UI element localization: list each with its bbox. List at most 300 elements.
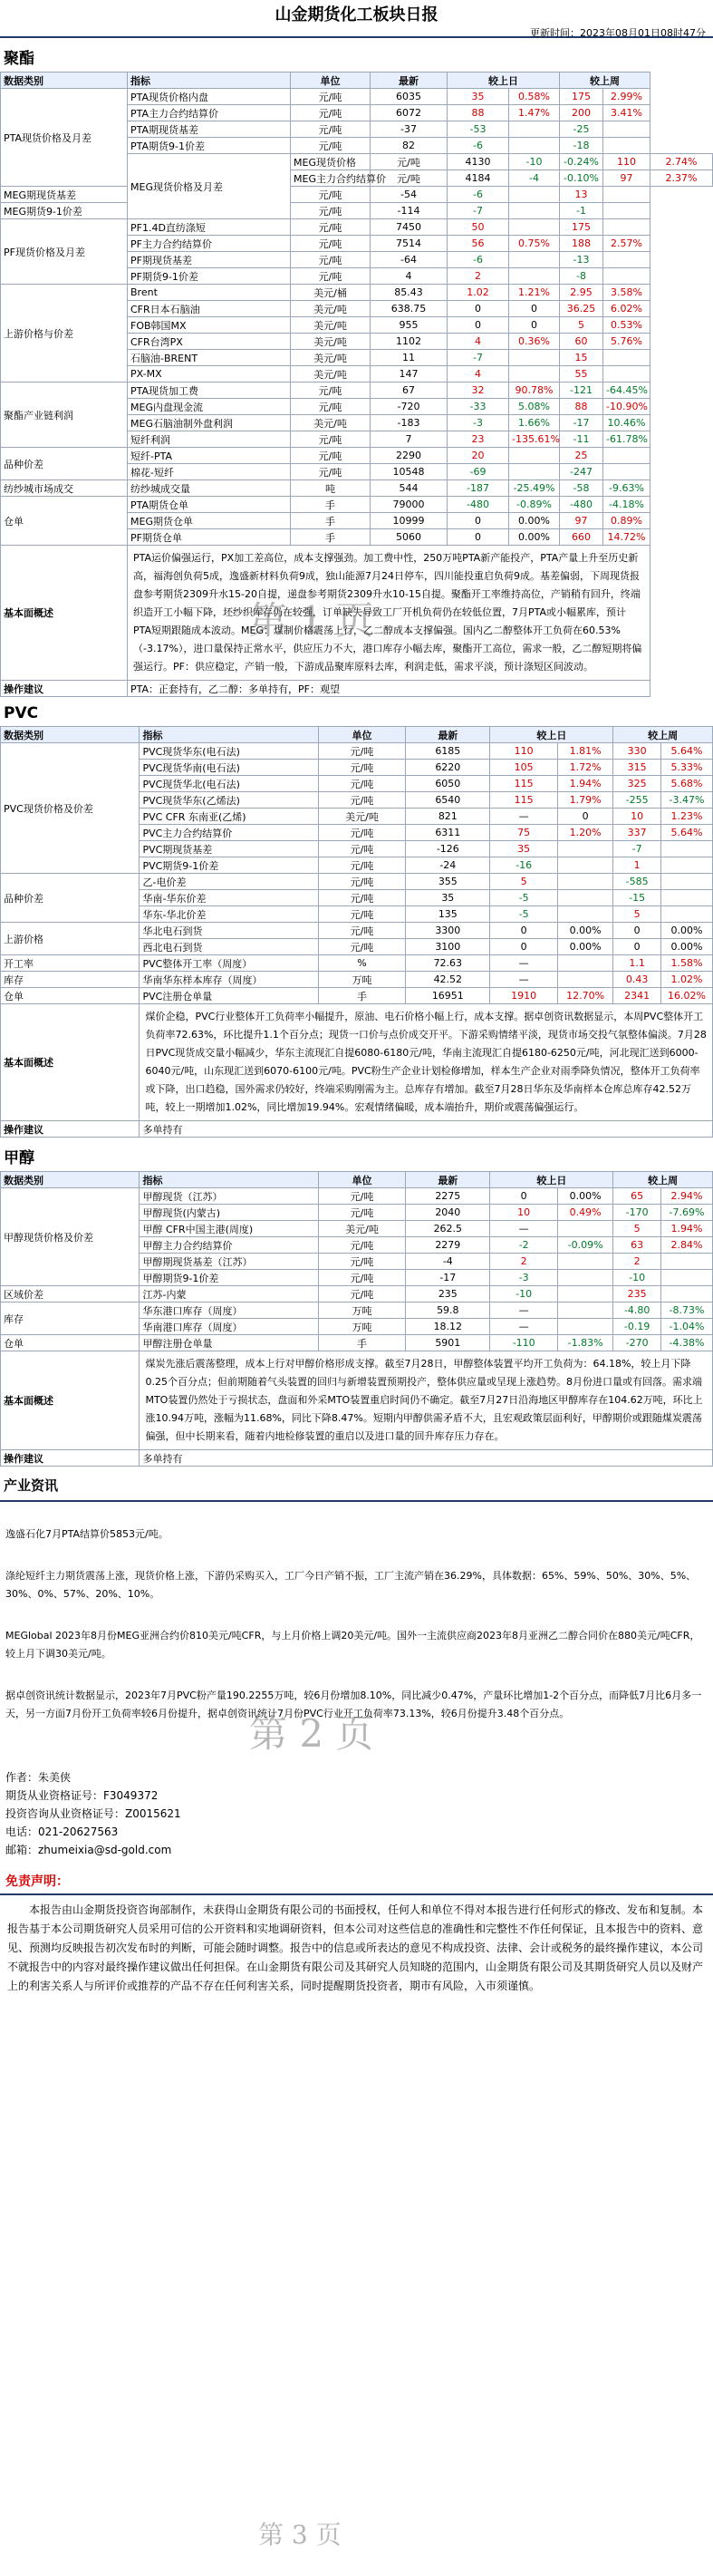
day-pct-cell [557, 1254, 612, 1270]
value-cell: 18.12 [406, 1319, 490, 1335]
table-row [1, 1188, 713, 1205]
section-title: 甲醇 [4, 1149, 34, 1167]
value-cell: 59.8 [406, 1303, 490, 1319]
week-change-cell: 235 [613, 1286, 661, 1303]
week-change-cell: -25 [560, 121, 603, 138]
unit-cell: 手 [318, 988, 405, 1004]
day-change-cell: 23 [448, 431, 509, 448]
day-pct-cell [509, 268, 560, 285]
column-header: 较上日 [490, 1172, 613, 1188]
week-pct-cell: -3.47% [660, 792, 712, 809]
day-change-cell: -6 [448, 252, 509, 268]
column-header: 单位 [318, 727, 405, 743]
week-pct-cell [660, 890, 712, 906]
indicator-cell: FOB韩国MX [128, 317, 291, 334]
day-pct-cell [557, 841, 612, 857]
week-pct-cell: -61.78% [603, 431, 650, 448]
summary-text: 煤炭先涨后震荡整理，成本上行对甲醇价格形成支撑。截至7月28日，甲醇整体装置平均开工负荷为：64.18%，较上月下降0.25个百分点；但前期随着气头装置的回归与新增装置预期投产，整体供应量或呈现上涨趋势。8月份进口量或有回落。需求端MTO装置仍然处于亏损状态，盘面和外采MTO装置重启时间仍不确定。截至7月27日沿海地区甲醇库存在104.62万吨，环比上涨10.94万吨，涨幅为11.68%，同比下降8.47%。短期内甲醇供需矛盾不大，且宏观政策层面利好，甲醇期价或跟随煤炭震荡偏强，但中长期来看，随着内地检修装置的重启以及进口量的回升库存压力存在。 [140, 1351, 713, 1450]
table-row [1, 448, 713, 464]
column-header: 单位 [318, 1172, 405, 1188]
value-cell: 42.52 [406, 972, 490, 988]
unit-cell: 元/吨 [318, 743, 405, 760]
unit-cell: 元/吨 [291, 448, 371, 464]
week-pct-cell: 2.99% [603, 89, 650, 105]
unit-cell: 元/吨 [291, 121, 371, 138]
week-change-cell: 110 [603, 154, 650, 170]
week-pct-cell: 5.33% [660, 760, 712, 776]
summary-label: 基本面概述 [1, 1351, 140, 1450]
author-email[interactable]: 邮箱：zhumeixia@sd-gold.com [5, 1844, 172, 1856]
disclaimer-text: 本报告由山金期货投资咨询部制作，未获得山金期货有限公司的书面授权，任何人和单位不得对本报告进行任何形式的修改、发布和复制。本报告基于本公司期货研究人员采用可信的公开资料和实地调研资料，但本公司对这些信息的准确性和完整性不作任何保证，且本报告中的资料、意见、预测均反映报告初次发布时的判断，可能会随时调整。报告中的信息或所表达的意见不构成投资、法律、会计或税务的最终操作建议，本公司不就报告中的内容对最终操作建议做出任何担保。在山金期货有限公司及其研究人员知晓的范围内，山金期货有限公司及其期货研究人员以及财产上的利害关系人与所评价或推荐的产品不存在任何利害关系，同时提醒期货投资者，期市有风险，入市须谨慎。 [7, 1903, 704, 1992]
indicator-cell: PVC CFR 东南亚(乙烯) [140, 809, 318, 825]
data-table [0, 1171, 713, 1467]
unit-cell: 元/吨 [371, 154, 448, 170]
unit-cell: 元/吨 [318, 906, 405, 923]
day-change-cell: -4 [509, 170, 560, 187]
unit-cell: 元/吨 [318, 1205, 405, 1221]
section-title: PVC [4, 704, 39, 722]
category-cell: 库存 [1, 1303, 140, 1335]
week-change-cell: 0 [613, 939, 661, 955]
day-change-cell: -6 [448, 187, 509, 203]
day-pct-cell: 5.08% [509, 399, 560, 415]
table-row [1, 955, 713, 972]
day-change-cell: -7 [448, 203, 509, 219]
value-cell: 262.5 [406, 1221, 490, 1237]
unit-cell: 元/吨 [318, 857, 405, 874]
indicator-cell: 华南-华东价差 [140, 890, 318, 906]
week-pct-cell [603, 366, 650, 383]
week-change-cell: 1.1 [613, 955, 661, 972]
week-change-cell: -8 [560, 268, 603, 285]
week-change-cell: 0.43 [613, 972, 661, 988]
value-cell: 135 [406, 906, 490, 923]
value-cell: 7 [371, 431, 448, 448]
advice-text: PTA：正套持有，乙二醇：多单持有，PF：观望 [128, 681, 650, 697]
week-pct-cell: -7.69% [660, 1205, 712, 1221]
news-item: 据卓创资讯统计数据显示，2023年7月PVC粉产量190.2255万吨，较6月份增加8.10%，同比减少0.47%，产量环比增加1-2个百分点，而降低7月比6月多一天，另一方面7月份开工负荷率较6月份提升，据卓创资讯统计7月份PVC行业开工负荷率73.13%，较6月份提升3.48个百分点。 [5, 1690, 702, 1719]
category-cell: 仓单 [1, 988, 140, 1004]
unit-cell: 元/吨 [318, 923, 405, 939]
day-change-cell: 105 [490, 760, 558, 776]
week-change-cell: 10 [613, 809, 661, 825]
day-change-cell: -53 [448, 121, 509, 138]
news-title: 产业资讯 [0, 1467, 713, 1502]
value-cell: 6185 [406, 743, 490, 760]
unit-cell: 美元/吨 [318, 1221, 405, 1237]
day-change-cell: -10 [509, 154, 560, 170]
day-pct-cell [557, 1221, 612, 1237]
summary-text: 煤价企稳，PVC行业整体开工负荷率小幅提升，原油、电石价格小幅上行，成本支撑。据卓创资讯数据显示，本周PVC整体开工负荷率72.63%，环比提升1.1个百分点；现货一口价与点价成交开平。下游采购情绪平淡，现货市场交投气氛整体偏淡。7月28日PVC现货成交量小幅减少，华东主流现汇自提6080-6180元/吨，华南主流现汇自提6180-6250元/吨，河北现汇送到6000-6040元/吨，山东现汇送到6070-6100元/吨。PVC粉生产企业计划检修增加，样本生产企业对雨季降负情况，整体开工负荷率或下降，出口趋稳，国外需求仍较好，终端采购刚需为主。总库存有增加。截至7月28日华东及华南样本仓库总库存42.52万吨，较上一期增加1.02%，同比增加19.94%。宏观情绪偏暖，成本端抬升，期价或震荡偏强运行。 [140, 1004, 713, 1121]
category-cell: 上游价格 [1, 923, 140, 955]
week-change-cell: -11 [560, 431, 603, 448]
indicator-cell: 华北电石到货 [140, 923, 318, 939]
value-cell: 7450 [371, 219, 448, 236]
indicator-cell: PF主力合约结算价 [128, 236, 291, 252]
week-pct-cell: 5.76% [603, 334, 650, 350]
column-header: 最新 [406, 727, 490, 743]
day-pct-cell: 1.66% [509, 415, 560, 431]
day-pct-cell: 0.58% [509, 89, 560, 105]
week-pct-cell: 2.57% [603, 236, 650, 252]
week-pct-cell: -8.73% [660, 1303, 712, 1319]
category-cell: 品种价差 [1, 874, 140, 923]
table-row [1, 480, 713, 497]
indicator-cell: PVC期现货基差 [140, 841, 318, 857]
day-pct-cell [509, 252, 560, 268]
week-pct-cell: 1.94% [660, 1221, 712, 1237]
value-cell: 147 [371, 366, 448, 383]
unit-cell: 美元/吨 [318, 809, 405, 825]
day-change-cell: -5 [490, 906, 558, 923]
value-cell: 6035 [371, 89, 448, 105]
category-cell: 上游价格与价差 [1, 285, 128, 383]
day-change-cell: 50 [448, 219, 509, 236]
unit-cell: 元/吨 [291, 187, 371, 203]
day-change-cell: 0 [490, 923, 558, 939]
value-cell: 2290 [371, 448, 448, 464]
unit-cell: 手 [291, 497, 371, 513]
day-change-cell: 88 [448, 105, 509, 121]
week-pct-cell: 10.46% [603, 415, 650, 431]
value-cell: 4 [371, 268, 448, 285]
day-pct-cell: 0.36% [509, 334, 560, 350]
value-cell: 544 [371, 480, 448, 497]
week-pct-cell [603, 187, 650, 203]
day-pct-cell [509, 366, 560, 383]
indicator-cell: PX-MX [128, 366, 291, 383]
unit-cell: 元/吨 [318, 792, 405, 809]
value-cell: -4 [406, 1254, 490, 1270]
unit-cell: 元/吨 [318, 825, 405, 841]
column-header: 数据类别 [1, 727, 140, 743]
day-pct-cell: 0.49% [557, 1205, 612, 1221]
day-pct-cell [509, 121, 560, 138]
unit-cell: 美元/吨 [291, 415, 371, 431]
day-pct-cell: 1.20% [557, 825, 612, 841]
indicator-cell: 甲醇现货(内蒙古) [140, 1205, 318, 1221]
week-change-cell: -4.80 [613, 1303, 661, 1319]
week-pct-cell [603, 121, 650, 138]
value-cell: 6311 [406, 825, 490, 841]
day-pct-cell: -0.24% [560, 154, 603, 170]
day-pct-cell: 0 [509, 301, 560, 317]
day-change-cell: -187 [448, 480, 509, 497]
value-cell: 67 [371, 383, 448, 399]
week-change-cell: 337 [613, 825, 661, 841]
week-pct-cell [660, 1254, 712, 1270]
column-header: 较上周 [613, 727, 713, 743]
week-pct-cell: 0.00% [660, 923, 712, 939]
advice-text: 多单持有 [140, 1121, 713, 1138]
value-cell: 235 [406, 1286, 490, 1303]
table-row [1, 285, 713, 301]
week-pct-cell: 2.37% [650, 170, 713, 187]
week-pct-cell [603, 464, 650, 480]
value-cell: 6050 [406, 776, 490, 792]
week-change-cell: -480 [560, 497, 603, 513]
unit-cell: 元/吨 [318, 1270, 405, 1286]
indicator-cell: PVC整体开工率（周度） [140, 955, 318, 972]
day-change-cell: -3 [448, 415, 509, 431]
day-pct-cell: 0 [509, 317, 560, 334]
indicator-cell: CFR日本石脑油 [128, 301, 291, 317]
summary-row [1, 1004, 713, 1121]
day-pct-cell: 0 [557, 809, 612, 825]
summary-label: 基本面概述 [1, 1004, 140, 1121]
day-change-cell: 75 [490, 825, 558, 841]
week-change-cell: 25 [560, 448, 603, 464]
day-pct-cell: 0.75% [509, 236, 560, 252]
value-cell: 1102 [371, 334, 448, 350]
category-cell: 品种价差 [1, 448, 128, 480]
week-change-cell: 325 [613, 776, 661, 792]
week-pct-cell [603, 219, 650, 236]
unit-cell: 元/吨 [291, 252, 371, 268]
day-pct-cell: -0.10% [560, 170, 603, 187]
value-cell: -54 [371, 187, 448, 203]
week-change-cell: 2.95 [560, 285, 603, 301]
week-pct-cell [603, 268, 650, 285]
week-pct-cell: 2.84% [660, 1237, 712, 1254]
day-pct-cell [557, 890, 612, 906]
day-pct-cell: 1.21% [509, 285, 560, 301]
day-pct-cell: -0.09% [557, 1237, 612, 1254]
value-cell: -24 [406, 857, 490, 874]
week-pct-cell [603, 448, 650, 464]
week-pct-cell [603, 138, 650, 154]
day-change-cell: 2 [490, 1254, 558, 1270]
unit-cell: 元/吨 [318, 874, 405, 890]
day-change-cell: 4 [448, 366, 509, 383]
week-pct-cell: 3.41% [603, 105, 650, 121]
value-cell: 2279 [406, 1237, 490, 1254]
category-cell: MEG现货价格及月差 [128, 154, 291, 219]
value-cell: 3300 [406, 923, 490, 939]
day-change-cell: 56 [448, 236, 509, 252]
value-cell: 85.43 [371, 285, 448, 301]
category-cell: PF现货价格及月差 [1, 219, 128, 285]
day-change-cell: 20 [448, 448, 509, 464]
day-change-cell: 0 [448, 317, 509, 334]
week-change-cell: -58 [560, 480, 603, 497]
week-change-cell: -247 [560, 464, 603, 480]
day-pct-cell: 1.81% [557, 743, 612, 760]
week-change-cell: -255 [613, 792, 661, 809]
day-change-cell: 35 [490, 841, 558, 857]
news-item: 逸盛石化7月PTA结算价5853元/吨。 [5, 1528, 169, 1540]
value-cell: -183 [371, 415, 448, 431]
advice-label: 操作建议 [1, 1450, 140, 1467]
value-cell: -37 [371, 121, 448, 138]
category-cell: 开工率 [1, 955, 140, 972]
day-pct-cell: -135.61% [509, 431, 560, 448]
indicator-cell: MEG期货9-1价差 [1, 203, 128, 219]
column-header: 较上周 [613, 1172, 713, 1188]
day-change-cell: 0 [448, 301, 509, 317]
week-change-cell: 175 [560, 89, 603, 105]
week-pct-cell: 2.74% [650, 154, 713, 170]
day-pct-cell: 0.00% [557, 1188, 612, 1205]
day-pct-cell [509, 219, 560, 236]
value-cell: 821 [406, 809, 490, 825]
day-pct-cell [509, 448, 560, 464]
unit-cell: 美元/桶 [291, 285, 371, 301]
day-change-cell: 2 [448, 268, 509, 285]
value-cell: 10548 [371, 464, 448, 480]
day-change-cell: 1910 [490, 988, 558, 1004]
week-change-cell: -7 [613, 841, 661, 857]
indicator-cell: 江苏-内蒙 [140, 1286, 318, 1303]
value-cell: 35 [406, 890, 490, 906]
unit-cell: 元/吨 [291, 431, 371, 448]
value-cell: 79000 [371, 497, 448, 513]
day-pct-cell [509, 138, 560, 154]
week-change-cell: -585 [613, 874, 661, 890]
indicator-cell: PVC主力合约结算价 [140, 825, 318, 841]
day-change-cell: — [490, 1303, 558, 1319]
summary-label: 基本面概述 [1, 546, 128, 681]
indicator-cell: 华南华东样本库存（周度） [140, 972, 318, 988]
day-change-cell: 0 [490, 1188, 558, 1205]
week-change-cell: 0 [613, 923, 661, 939]
week-change-cell: -10 [613, 1270, 661, 1286]
table-header-row [1, 727, 713, 743]
week-pct-cell [660, 874, 712, 890]
week-change-cell: -270 [613, 1335, 661, 1351]
indicator-cell: PTA现货价格内盘 [128, 89, 291, 105]
week-pct-cell: 1.02% [660, 972, 712, 988]
day-change-cell: -69 [448, 464, 509, 480]
unit-cell: 美元/吨 [291, 366, 371, 383]
value-cell: 3100 [406, 939, 490, 955]
indicator-cell: PVC现货华南(电石法) [140, 760, 318, 776]
value-cell: 5901 [406, 1335, 490, 1351]
unit-cell: 万吨 [318, 972, 405, 988]
column-header: 最新 [371, 73, 448, 89]
week-change-cell: 200 [560, 105, 603, 121]
day-pct-cell: -0.89% [509, 497, 560, 513]
week-pct-cell [660, 857, 712, 874]
week-pct-cell: 5.64% [660, 743, 712, 760]
unit-cell: 元/吨 [318, 890, 405, 906]
week-change-cell: 13 [560, 187, 603, 203]
advice-text: 多单持有 [140, 1450, 713, 1467]
table-row [1, 1303, 713, 1319]
week-pct-cell [603, 203, 650, 219]
day-pct-cell: 0.00% [557, 923, 612, 939]
category-cell: PTA现货价格及月差 [1, 89, 128, 187]
data-table [0, 726, 713, 1138]
indicator-cell: PTA期货9-1价差 [128, 138, 291, 154]
summary-text: PTA运价偏强运行，PX加工差高位，成本支撑强劲。加工费中性，250万吨PTA新产能投产，PTA产量上升至历史新高，福海创负荷5成，逸盛新材料负荷9成，独山能源7月24日停车，四川能投重启负荷9成。基差偏弱，下周现货报盘参考期货2309升水15-20自提，递盘参考期货2309升水10-15自提。聚酯开工率维持高位，产销稍有回升，终端织造开工小幅下降，坯纱织库存仍在较强，订单缺失导致工厂开机负荷仍在较低位置，7月PTA或小幅累库，预计PTA短期跟随成本波动。MEG：煤制价格震荡上行，乙二醇成本支撑偏强。国内乙二醇整体开工负荷在60.53%（-3.17%），进口量保持正常水平，供应压力不大，港口库存小幅去库，聚酯开工高位，需求一般，乙二醇短期将偏强运行。PF：供应稳定，产销一般，下游成品聚库原料去库，利润走低，需求平淡，预计涤短区间波动。 [128, 546, 650, 681]
indicator-cell: 短纤-PTA [128, 448, 291, 464]
unit-cell: 元/吨 [291, 383, 371, 399]
indicator-cell: 乙-电价差 [140, 874, 318, 890]
day-pct-cell [557, 1270, 612, 1286]
author-qual1: 期货从业资格证号：F3049372 [5, 1789, 159, 1802]
week-pct-cell: -1.04% [660, 1319, 712, 1335]
week-pct-cell: 0.53% [603, 317, 650, 334]
indicator-cell: 西北电石到货 [140, 939, 318, 955]
value-cell: 10999 [371, 513, 448, 529]
table-row [1, 1286, 713, 1303]
week-pct-cell: 0.00% [660, 939, 712, 955]
unit-cell: 元/吨 [291, 268, 371, 285]
advice-label: 操作建议 [1, 681, 128, 697]
column-header: 指标 [140, 1172, 318, 1188]
week-change-cell: 315 [613, 760, 661, 776]
indicator-cell: PF期货9-1价差 [128, 268, 291, 285]
table-row [1, 972, 713, 988]
indicator-cell: 甲醇期货9-1价差 [140, 1270, 318, 1286]
unit-cell: 元/吨 [318, 760, 405, 776]
week-change-cell: -0.19 [613, 1319, 661, 1335]
news-item: MEGlobal 2023年8月份MEG亚洲合约价810美元/吨CFR，与上月价格上调20美元/吨。国外一主流供应商2023年8月亚洲乙二醇合同价在880美元/吨CFR，较上月下调30美元/吨。 [5, 1630, 700, 1660]
value-cell: 955 [371, 317, 448, 334]
value-cell: -17 [406, 1270, 490, 1286]
week-pct-cell: 14.72% [603, 529, 650, 546]
day-change-cell: 115 [490, 776, 558, 792]
indicator-cell: 甲醇期现货基差（江苏） [140, 1254, 318, 1270]
table-row [1, 874, 713, 890]
value-cell: 355 [406, 874, 490, 890]
unit-cell: 万吨 [318, 1303, 405, 1319]
week-pct-cell: -64.45% [603, 383, 650, 399]
indicator-cell: 华南港口库存（周度） [140, 1319, 318, 1335]
week-pct-cell: 6.02% [603, 301, 650, 317]
day-pct-cell [557, 906, 612, 923]
table-header-row [1, 73, 713, 89]
value-cell: 638.75 [371, 301, 448, 317]
week-pct-cell [660, 906, 712, 923]
day-pct-cell: 1.79% [557, 792, 612, 809]
indicator-cell: 甲醇 CFR中国主港(周度) [140, 1221, 318, 1237]
day-pct-cell [509, 203, 560, 219]
indicator-cell: PTA主力合约结算价 [128, 105, 291, 121]
unit-cell: 元/吨 [318, 1254, 405, 1270]
day-pct-cell [509, 187, 560, 203]
day-pct-cell [509, 350, 560, 366]
week-change-cell: 97 [603, 170, 650, 187]
day-change-cell: -10 [490, 1286, 558, 1303]
summary-row [1, 1351, 713, 1450]
value-cell: 2275 [406, 1188, 490, 1205]
week-change-cell: 5 [613, 1221, 661, 1237]
day-pct-cell: -25.49% [509, 480, 560, 497]
day-change-cell: — [490, 955, 558, 972]
category-cell: 库存 [1, 972, 140, 988]
week-change-cell: 36.25 [560, 301, 603, 317]
indicator-cell: PVC注册仓单量 [140, 988, 318, 1004]
week-pct-cell: 16.02% [660, 988, 712, 1004]
column-header: 指标 [140, 727, 318, 743]
value-cell: 72.63 [406, 955, 490, 972]
day-change-cell: -6 [448, 138, 509, 154]
day-pct-cell: 1.94% [557, 776, 612, 792]
indicator-cell: 甲醇现货（江苏） [140, 1188, 318, 1205]
indicator-cell: 短纤利润 [128, 431, 291, 448]
unit-cell: 元/吨 [291, 138, 371, 154]
indicator-cell: PTA现货加工费 [128, 383, 291, 399]
column-header: 最新 [406, 1172, 490, 1188]
unit-cell: 吨 [291, 480, 371, 497]
week-pct-cell: 1.23% [660, 809, 712, 825]
week-change-cell: 65 [613, 1188, 661, 1205]
week-change-cell: 5 [560, 317, 603, 334]
indicator-cell: 甲醇主力合约结算价 [140, 1237, 318, 1254]
indicator-cell: PF期现货基差 [128, 252, 291, 268]
